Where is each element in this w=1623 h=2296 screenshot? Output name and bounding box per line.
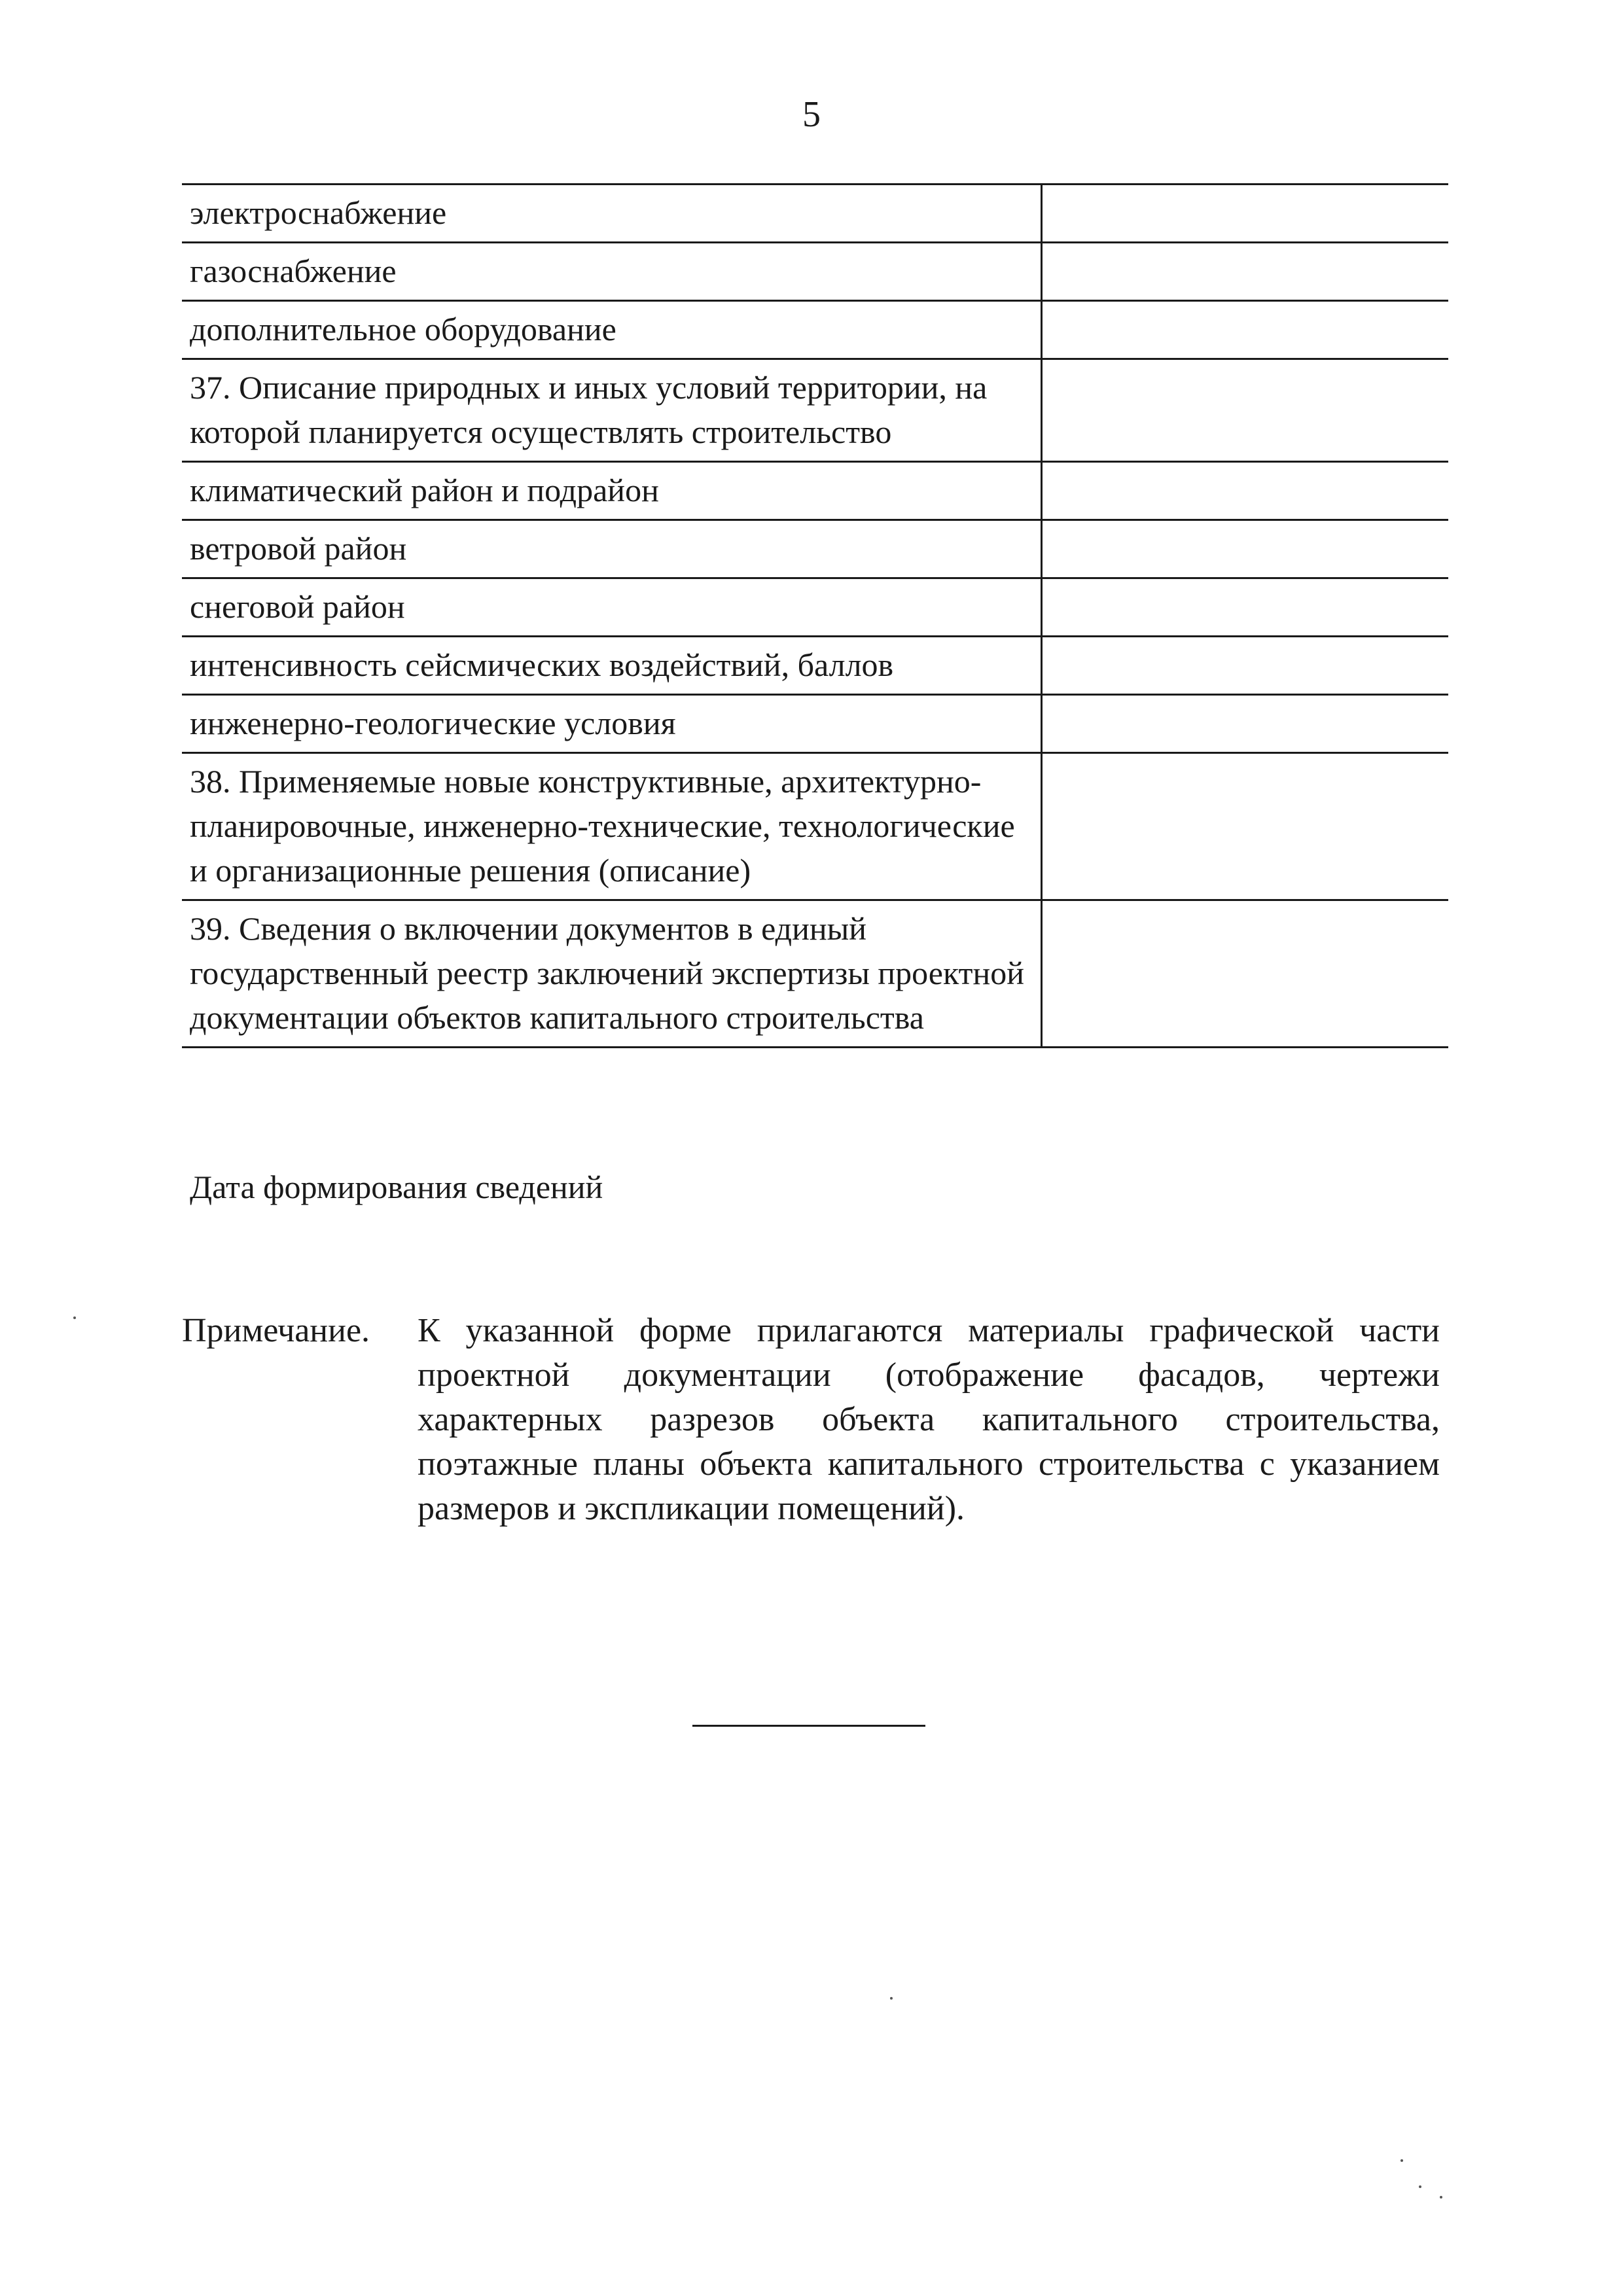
scan-speck bbox=[1400, 2159, 1403, 2162]
table-row bbox=[182, 578, 1448, 637]
row-label-power-supply: электроснабжение bbox=[182, 185, 1042, 243]
table-row bbox=[182, 462, 1448, 520]
row-label-registry-info: 39. Сведения о включении документов в единый государственный реестр заключений экспертизы проектной документации объектов капитального строительства bbox=[182, 900, 1042, 1048]
note-heading: Примечание. bbox=[182, 1312, 370, 1349]
row-label-climatic-region: климатический район и подрайон bbox=[182, 462, 1042, 520]
table-row bbox=[182, 185, 1448, 243]
scan-speck bbox=[1440, 2196, 1442, 2199]
table-row bbox=[182, 301, 1448, 359]
note-text: К указанной форме прилагаются материалы графической части проектной документации (отображение фасадов, чертежи характерных разрезов объекта капитального строительства, поэтажные планы объекта капитального строительства с указанием размеров и экспликации помещений). bbox=[418, 1312, 1440, 1527]
date-of-formation-label: Дата формирования сведений bbox=[190, 1169, 603, 1205]
row-value-power-supply bbox=[1042, 185, 1449, 243]
table-row bbox=[182, 900, 1448, 1048]
row-label-seismic-intensity: интенсивность сейсмических воздействий, баллов bbox=[182, 637, 1042, 695]
table-row bbox=[182, 753, 1448, 900]
row-label-additional-equipment: дополнительное оборудование bbox=[182, 301, 1042, 359]
row-label-gas-supply: газоснабжение bbox=[182, 243, 1042, 301]
row-value-wind-region bbox=[1042, 520, 1449, 578]
scan-speck bbox=[1419, 2185, 1421, 2188]
row-value-seismic-intensity bbox=[1042, 637, 1449, 695]
row-value-new-solutions bbox=[1042, 753, 1449, 900]
row-label-geological-conditions: инженерно-геологические условия bbox=[182, 695, 1042, 753]
row-label-natural-conditions: 37. Описание природных и иных условий территории, на которой планируется осуществлять строительство bbox=[182, 359, 1042, 462]
table-row bbox=[182, 695, 1448, 753]
table-row bbox=[182, 637, 1448, 695]
table-row bbox=[182, 520, 1448, 578]
table-row bbox=[182, 359, 1448, 462]
page-number: 5 bbox=[802, 94, 821, 135]
row-value-snow-region bbox=[1042, 578, 1449, 637]
row-label-new-solutions: 38. Применяемые новые конструктивные, архитектурно-планировочные, инженерно-технические, технологические и организационные решения (описание) bbox=[182, 753, 1042, 900]
table-row bbox=[182, 243, 1448, 301]
scan-speck bbox=[73, 1316, 76, 1319]
row-label-wind-region: ветровой район bbox=[182, 520, 1042, 578]
row-value-additional-equipment bbox=[1042, 301, 1449, 359]
row-value-geological-conditions bbox=[1042, 695, 1449, 753]
scan-speck bbox=[890, 1997, 893, 2000]
row-label-snow-region: снеговой район bbox=[182, 578, 1042, 637]
row-value-gas-supply bbox=[1042, 243, 1449, 301]
row-value-registry-info bbox=[1042, 900, 1449, 1048]
form-table bbox=[182, 183, 1448, 1048]
row-value-climatic-region bbox=[1042, 462, 1449, 520]
end-divider bbox=[692, 1725, 925, 1727]
row-value-natural-conditions bbox=[1042, 359, 1449, 462]
